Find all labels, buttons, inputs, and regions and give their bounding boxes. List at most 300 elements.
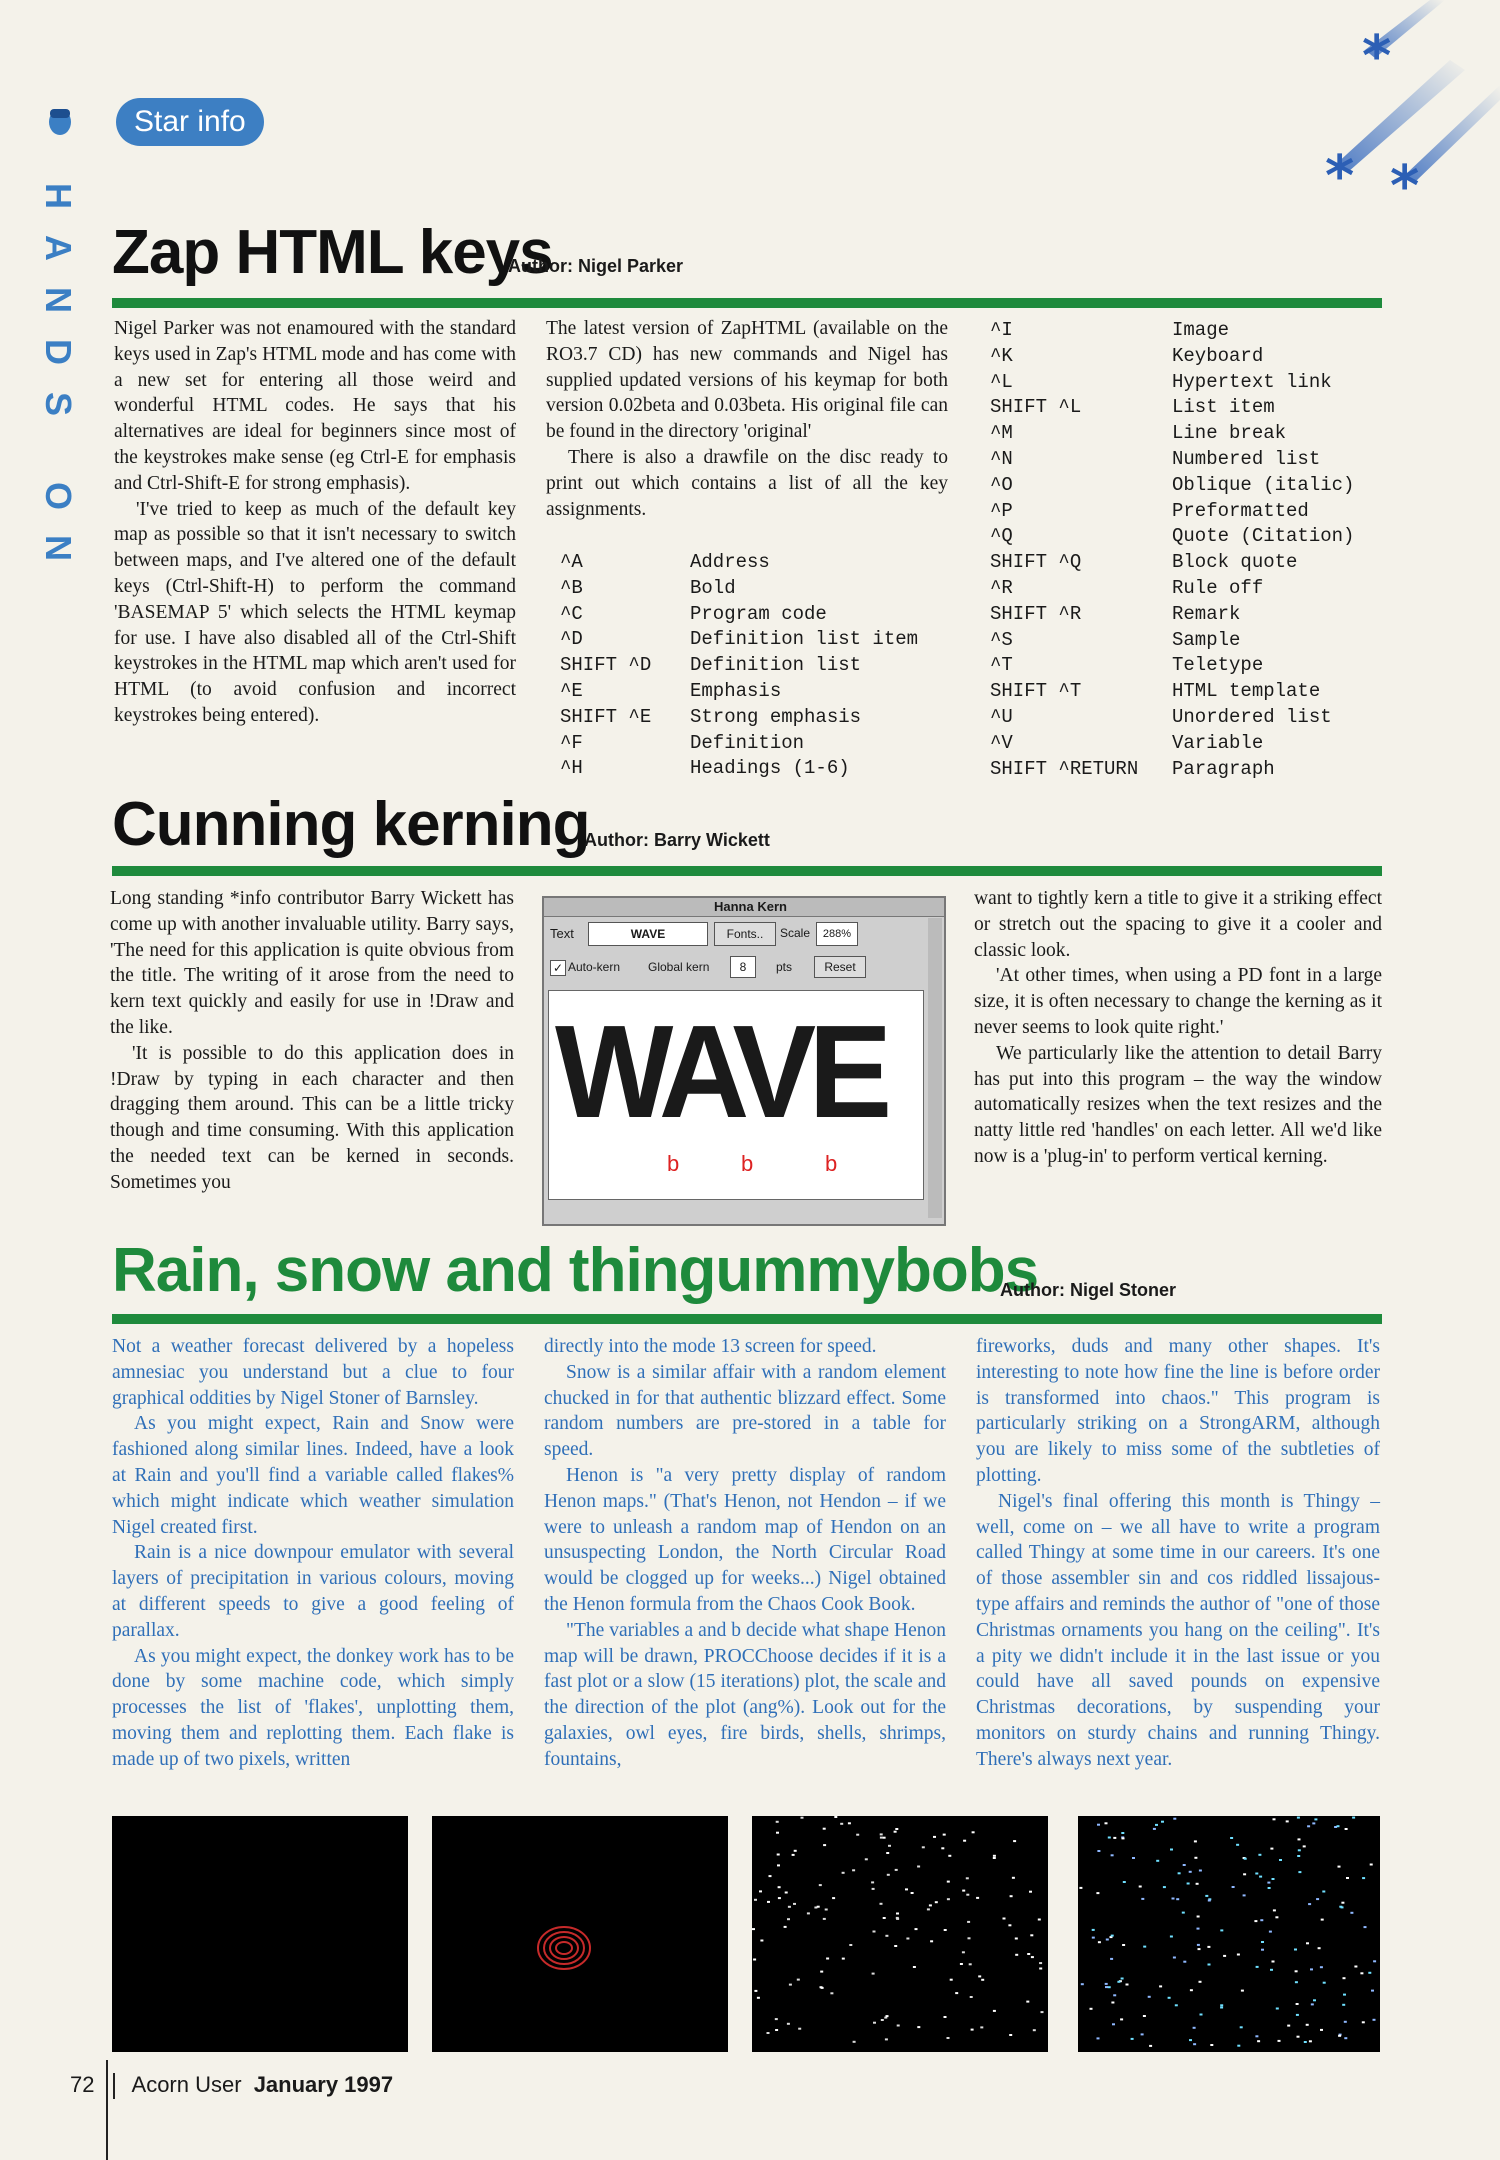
pixel-dot bbox=[777, 1864, 780, 1866]
key-action: Rule off bbox=[1172, 576, 1264, 599]
pixel-dot bbox=[1141, 1898, 1144, 1900]
pixel-dot bbox=[840, 1823, 843, 1825]
key-action: Keyboard bbox=[1172, 344, 1264, 367]
pixel-dot bbox=[896, 1918, 899, 1920]
pixel-dot bbox=[1098, 1941, 1101, 1943]
pixel-dot bbox=[753, 1959, 756, 1961]
key-combo: ^U bbox=[990, 705, 1013, 728]
pixel-dot bbox=[1097, 1824, 1100, 1826]
pixel-dot bbox=[1090, 2008, 1093, 2010]
pixel-dot bbox=[1297, 1855, 1300, 1857]
pixel-dot bbox=[1286, 1820, 1289, 1822]
paragraph: "The variables a and b decide what shape Henon map will be drawn, PROCChoose decides if it is a fast plot or a slow (15 iterations) plot, the scale and the direction of the plot (ang%). Look out for the galaxies, owl eyes, fire birds, shells, shrimps, fountains, bbox=[544, 1619, 946, 1770]
pixel-dot bbox=[1296, 2014, 1299, 2016]
pixel-dot bbox=[1183, 1864, 1186, 1866]
pixel-dot bbox=[1343, 1977, 1346, 1979]
pixel-dot bbox=[1108, 1837, 1111, 1839]
pixel-dot bbox=[1175, 2004, 1178, 2006]
pixel-dot bbox=[1008, 1924, 1011, 1926]
pixel-dot bbox=[1254, 1920, 1257, 1922]
key-table-b bbox=[990, 318, 1390, 782]
pixel-dot bbox=[767, 2032, 770, 2034]
pixel-dot bbox=[1295, 1970, 1298, 1972]
pixel-dot bbox=[1029, 1891, 1032, 1893]
pts-label: pts bbox=[776, 960, 793, 974]
pixel-dot bbox=[1105, 1822, 1108, 1824]
text-input[interactable]: WAVE bbox=[588, 922, 708, 946]
key-combo: ^N bbox=[990, 447, 1013, 470]
pixel-dot bbox=[1316, 1898, 1319, 1900]
pixel-dot bbox=[871, 1881, 874, 1883]
scale-label: Scale bbox=[780, 926, 811, 940]
pixel-dot bbox=[894, 1945, 897, 1947]
pixel-dot bbox=[1323, 1982, 1326, 1984]
side-letter: D bbox=[38, 339, 79, 365]
autokern-label: Auto-kern bbox=[568, 960, 621, 974]
pixel-dot bbox=[960, 1963, 963, 1965]
autokern-checkbox[interactable]: ✓ bbox=[550, 960, 566, 976]
key-row bbox=[990, 447, 1390, 473]
pixel-dot bbox=[1187, 1883, 1190, 1885]
article3-title: Rain, snow and thingummybobs bbox=[112, 1236, 1039, 1305]
pixel-dot bbox=[1268, 1887, 1271, 1889]
key-action: Preformatted bbox=[1172, 499, 1309, 522]
pixel-dot bbox=[1105, 1983, 1108, 1985]
pixel-dot bbox=[767, 1901, 770, 1903]
key-combo: ^D bbox=[560, 628, 583, 651]
pixel-dot bbox=[793, 1903, 796, 1905]
pixel-dot bbox=[1208, 1900, 1211, 1902]
decorative-stars-icon bbox=[1240, 0, 1500, 220]
paragraph: Nigel's final offering this month is Thingy – well, come on – we all have to write a program called Thingy at some time in our careers. It's one of those assembler sin and cos riddled lissajous-type affairs and reminds the author of "one of those Christmas ornaments you hang on the ceiling". It's a pity we didn't include it in the last issue or you could have all saved pounds on expensive Christmas decorations, by suspending your monitors on sturdy chains and running Thingy. There's always next year. bbox=[976, 1490, 1380, 1770]
key-combo: SHIFT ^E bbox=[560, 705, 652, 728]
key-combo: ^S bbox=[990, 628, 1013, 651]
pixel-dot bbox=[929, 1904, 932, 1906]
pixel-dot bbox=[788, 1906, 791, 1908]
pixel-dot bbox=[943, 1834, 946, 1836]
side-letter: H bbox=[38, 183, 79, 209]
pixel-dot bbox=[1320, 2029, 1323, 2031]
pixel-dot bbox=[976, 1897, 979, 1899]
pixel-dot bbox=[1298, 1849, 1301, 1851]
pixel-dot bbox=[832, 1897, 835, 1899]
pixel-dot bbox=[922, 1846, 925, 1848]
pixel-dot bbox=[1210, 2044, 1213, 2046]
pixel-dot bbox=[1338, 2035, 1341, 2037]
pixel-dot bbox=[950, 1979, 953, 1981]
pixel-dot bbox=[886, 1852, 889, 1854]
pixel-dot bbox=[1220, 2004, 1223, 2006]
pixel-dot bbox=[823, 1828, 826, 1830]
pixel-dot bbox=[1272, 1878, 1275, 1880]
key-action: HTML template bbox=[1172, 680, 1321, 703]
pixel-dot bbox=[933, 1836, 936, 1838]
key-row bbox=[990, 344, 1390, 370]
paragraph: Henon is "a very pretty display of random Henon maps." (That's Henon, not Hendon – if we were to unleash a random map of Hendon on an unsuspecting London, the North Circular Road would be clogged up for weeks...) Nigel obtained the Henon formula from the Chaos Cook Book. bbox=[544, 1464, 946, 1615]
pixel-dot bbox=[1112, 2023, 1115, 2025]
pixel-dot bbox=[1321, 1919, 1324, 1921]
paragraph: Not a weather forecast delivered by a hopeless amnesiac you understand but a clue to four graphical oddities by Nigel Stoner of Barnsley. bbox=[112, 1336, 514, 1409]
pixel-dot bbox=[1121, 1832, 1124, 1834]
pixel-dot bbox=[1156, 1860, 1159, 1862]
side-letter: N bbox=[38, 287, 79, 313]
pixel-dot bbox=[1113, 1837, 1116, 1839]
window-title: Hanna Kern bbox=[714, 899, 787, 914]
paragraph: Rain is a nice downpour emulator with several layers of precipitation in various colours, moving at different speeds to give a good feeling of parallax. bbox=[112, 1542, 514, 1641]
key-row bbox=[990, 318, 1390, 344]
henon-screenshot bbox=[432, 1816, 728, 2052]
pixel-dot bbox=[1039, 1968, 1042, 1970]
pixel-dot bbox=[911, 1892, 914, 1894]
key-combo: ^F bbox=[560, 731, 583, 754]
paragraph: Nigel Parker was not enamoured with the standard keys used in Zap's HTML mode and has come with a new set for entering all those weird and wonderful HTML codes. He says that his alternatives are ideal for beginners since most of the keystrokes make sense (eg Ctrl-E for emphasis and Ctrl-Shift-E for strong emphasis). bbox=[114, 318, 516, 494]
paragraph: 'At other times, when using a PD font in a large size, it is often necessary to change the kerning as it never seems to look quite right.' bbox=[974, 965, 1382, 1038]
pixel-dot bbox=[927, 1908, 930, 1910]
pixel-dot bbox=[1205, 1895, 1208, 1897]
pixel-dot bbox=[1170, 1936, 1173, 1938]
article1-author: Author: Nigel Parker bbox=[508, 256, 684, 276]
pixel-dot bbox=[776, 1832, 779, 1834]
scale-input[interactable]: 288% bbox=[816, 922, 858, 946]
side-label bbox=[38, 170, 79, 574]
pixel-dot bbox=[1362, 1877, 1365, 1879]
pixel-dot bbox=[1139, 1886, 1142, 1888]
pixel-dot bbox=[865, 1858, 868, 1860]
key-action: Line break bbox=[1172, 422, 1287, 445]
thingy-screenshot bbox=[1078, 1816, 1380, 2052]
pixel-dot bbox=[1111, 2002, 1114, 2004]
pixel-dot bbox=[1009, 2034, 1012, 2036]
pixel-dot bbox=[1296, 2003, 1299, 2005]
paragraph: There is also a drawfile on the disc ready to print out which contains a list of all the key assignments. bbox=[546, 446, 948, 520]
section-tag: Star info bbox=[116, 98, 264, 146]
pixel-dot bbox=[1295, 1981, 1298, 1983]
pixel-dot bbox=[993, 2010, 996, 2012]
pixel-dot bbox=[873, 1931, 876, 1933]
article1-rule bbox=[112, 298, 1382, 308]
paragraph: Snow is a similar affair with a random element chucked in for that authentic blizzard effect. Some random numbers are pre-stored in a table for speed. bbox=[544, 1361, 946, 1461]
key-row bbox=[560, 653, 960, 679]
article1-title: Zap HTML keys bbox=[112, 218, 553, 287]
pixel-dot bbox=[1170, 1849, 1173, 1851]
pixel-dot bbox=[1120, 2018, 1123, 2020]
pixel-dot bbox=[1272, 1961, 1275, 1963]
key-row bbox=[990, 653, 1390, 679]
pixel-dot bbox=[1110, 1958, 1113, 1960]
pixel-dot bbox=[1303, 1845, 1306, 1847]
footer-divider bbox=[113, 2073, 115, 2099]
pixel-dot bbox=[1364, 1926, 1367, 1928]
pixel-dot bbox=[1276, 2008, 1279, 2010]
pixel-dot bbox=[752, 1928, 755, 1930]
key-action: Paragraph bbox=[1172, 757, 1275, 780]
pixel-dot bbox=[1117, 1981, 1120, 1983]
pixel-dot bbox=[1314, 1818, 1317, 1820]
paragraph: We particularly like the attention to detail Barry has put into this program – the way the window automatically resizes when the text resizes and the natty little red 'handles' on each letter. All we'd like now is a 'plug-in' to perform vertical kerning. bbox=[974, 1042, 1382, 1167]
pixel-dot bbox=[1030, 1934, 1033, 1936]
pixel-dot bbox=[1243, 1873, 1246, 1875]
pixel-dot bbox=[895, 1828, 898, 1830]
pixel-dot bbox=[1255, 2035, 1258, 2037]
preview-text: WAVE bbox=[555, 998, 885, 1145]
pixel-dot bbox=[1199, 1870, 1202, 1872]
pixel-dot bbox=[1198, 1948, 1201, 1950]
pixel-dot bbox=[1143, 1946, 1146, 1948]
pixel-dot bbox=[1096, 1892, 1099, 1894]
pixel-dot bbox=[978, 1975, 981, 1977]
pixel-dot bbox=[970, 1996, 973, 1998]
pixel-dot bbox=[894, 1831, 897, 1833]
pixel-dot bbox=[1373, 1960, 1376, 1962]
key-row bbox=[560, 705, 960, 731]
key-combo: ^C bbox=[560, 602, 583, 625]
pixel-dot bbox=[872, 1888, 875, 1890]
pixel-dot bbox=[1311, 2003, 1314, 2005]
pixel-dot bbox=[1255, 1873, 1258, 1875]
key-combo: ^A bbox=[560, 551, 583, 573]
key-combo: ^O bbox=[990, 473, 1013, 496]
pixel-dot bbox=[1257, 2040, 1260, 2042]
pixel-dot bbox=[967, 1921, 970, 1923]
pixel-dot bbox=[787, 2023, 790, 2025]
key-row bbox=[990, 576, 1390, 602]
key-row bbox=[990, 499, 1390, 525]
key-row bbox=[560, 679, 960, 705]
paragraph: directly into the mode 13 screen for speed. bbox=[544, 1336, 877, 1357]
pixel-dot bbox=[962, 1951, 965, 1953]
text-label: Text bbox=[550, 926, 574, 941]
pixel-dot bbox=[1306, 1942, 1309, 1944]
pixel-dot bbox=[1111, 1935, 1114, 1937]
pixel-dot bbox=[1003, 1918, 1006, 1920]
key-row bbox=[990, 705, 1390, 731]
pixel-dot bbox=[775, 2029, 778, 2031]
pixel-dot bbox=[883, 1837, 886, 1839]
svg-text:*: * bbox=[1362, 24, 1392, 89]
key-action: Oblique (italic) bbox=[1172, 473, 1355, 496]
pixel-dot bbox=[1197, 1944, 1200, 1946]
key-row bbox=[990, 370, 1390, 396]
side-letter: A bbox=[38, 235, 79, 261]
article2-author: Author: Barry Wickett bbox=[584, 830, 770, 850]
pixel-dot bbox=[1148, 1996, 1151, 1998]
key-table-a bbox=[560, 550, 960, 782]
pixel-dot bbox=[778, 1886, 781, 1888]
pixel-dot bbox=[1371, 1990, 1374, 1992]
key-action: Emphasis bbox=[690, 679, 782, 702]
pixel-dot bbox=[917, 1866, 920, 1868]
key-combo: SHIFT ^D bbox=[560, 654, 652, 677]
pixel-dot bbox=[1322, 1891, 1325, 1893]
pixel-dot bbox=[1189, 2039, 1192, 2041]
pixel-dot bbox=[1373, 2019, 1376, 2021]
key-row bbox=[990, 757, 1390, 783]
pixel-dot bbox=[906, 1938, 909, 1940]
key-action: Variable bbox=[1172, 731, 1264, 754]
pixel-dot bbox=[1111, 1854, 1114, 1856]
pixel-dot bbox=[1194, 1840, 1197, 1842]
pixel-dot bbox=[1244, 1858, 1247, 1860]
pixel-dot bbox=[1256, 1966, 1259, 1968]
pixel-dot bbox=[1344, 2037, 1347, 2039]
pixel-dot bbox=[1108, 1986, 1111, 1988]
pixel-dot bbox=[798, 2028, 801, 2030]
article1-column1 bbox=[114, 316, 516, 729]
pixel-dot bbox=[1015, 1954, 1018, 1956]
key-combo: SHIFT ^R bbox=[990, 602, 1082, 625]
pixel-dot bbox=[1312, 1822, 1315, 1824]
pixel-dot bbox=[1189, 1871, 1192, 1873]
issue-date: January 1997 bbox=[253, 2072, 394, 2097]
article3-column2 bbox=[544, 1334, 946, 1773]
pixel-dot bbox=[1123, 1881, 1126, 1883]
paragraph: As you might expect, Rain and Snow were fashioned along similar lines. Indeed, have a look at Rain and you'll find a variable called flakes% which might indicate which weather simulation Nigel created first. bbox=[112, 1413, 514, 1538]
key-action: Strong emphasis bbox=[690, 705, 862, 728]
pixel-dot bbox=[1297, 2036, 1300, 2038]
pixel-dot bbox=[1320, 1966, 1323, 1968]
paragraph: 'I've tried to keep as much of the default key map as possible so that it isn't necessary to switch between maps, and I've altered one of the default keys (Ctrl-Shift-H) to perform the command 'BASEMAP 5' which selects the HTML keymap for use. I have also disabled all of the Ctrl-Shift keystrokes in the HTML map which aren't used for HTML (to avoid confusion and incorrect keystrokes being entered). bbox=[114, 498, 516, 726]
pixel-dot bbox=[1232, 1886, 1235, 1888]
pixel-dot bbox=[963, 1840, 966, 1842]
pixel-dot bbox=[1176, 1898, 1179, 1900]
kern-preview bbox=[548, 990, 924, 1200]
pixel-dot bbox=[930, 1940, 933, 1942]
pixel-dot bbox=[1345, 1828, 1348, 1830]
key-action: Numbered list bbox=[1172, 447, 1321, 470]
key-row bbox=[990, 679, 1390, 705]
pixel-dot bbox=[760, 1940, 763, 1942]
pixel-dot bbox=[1259, 1876, 1262, 1878]
key-combo: SHIFT ^L bbox=[990, 396, 1082, 419]
pixel-dot bbox=[1105, 1986, 1108, 1988]
paragraph: As you might expect, the donkey work has to be done by some machine code, which simply processes the list of 'flakes', unplotting them, moving them and replotting them. Each flake is made up of two pixels, written bbox=[112, 1645, 514, 1770]
key-combo: ^P bbox=[990, 499, 1013, 522]
pixel-dot bbox=[1178, 1872, 1181, 1874]
article2-title: Cunning kerning bbox=[112, 790, 590, 859]
footer-rule bbox=[106, 2060, 108, 2160]
global-kern-input[interactable]: 8 bbox=[730, 956, 756, 978]
paragraph: The latest version of ZapHTML (available on the RO3.7 CD) has new commands and Nigel has supplied updated versions of his keymap for both version 0.02beta and 0.03beta. His original file can be found in the directory 'original' bbox=[546, 318, 948, 443]
key-action: Definition list item bbox=[690, 628, 919, 651]
article3-column1 bbox=[112, 1334, 514, 1773]
pixel-dot bbox=[801, 1817, 804, 1819]
fonts-button[interactable]: Fonts.. bbox=[714, 922, 776, 946]
kern-handle[interactable]: b bbox=[667, 1151, 680, 1176]
pixel-dot bbox=[1273, 1818, 1276, 1820]
pixel-dot bbox=[1190, 1989, 1193, 1991]
pixel-dot bbox=[1223, 1955, 1226, 1957]
pixel-dot bbox=[972, 1831, 975, 1833]
pixel-dot bbox=[797, 1979, 800, 1981]
key-action: Hypertext link bbox=[1172, 370, 1332, 393]
pixel-dot bbox=[1241, 1990, 1244, 1992]
pixel-dot bbox=[1258, 1854, 1261, 1856]
pixel-dot bbox=[1275, 1916, 1278, 1918]
svg-text:*: * bbox=[1390, 154, 1420, 219]
pixel-dot bbox=[1308, 1903, 1311, 1905]
pixel-dot bbox=[897, 2025, 900, 2027]
pixel-dot bbox=[1352, 1817, 1355, 1819]
pixel-dot bbox=[885, 1935, 888, 1937]
pixel-dot bbox=[1208, 1964, 1211, 1966]
pixel-dot bbox=[1344, 2021, 1347, 2023]
pixel-dot bbox=[1370, 1864, 1373, 1866]
pixel-dot bbox=[948, 1855, 951, 1857]
pixel-dot bbox=[789, 1984, 792, 1986]
key-combo: ^L bbox=[990, 370, 1013, 393]
pixel-dot bbox=[966, 1894, 969, 1896]
pixel-dot bbox=[1237, 2045, 1240, 2047]
pixel-dot bbox=[1163, 1886, 1166, 1888]
kern-handle[interactable]: b bbox=[741, 1151, 754, 1176]
pixel-dot bbox=[915, 1928, 918, 1930]
pixel-dot bbox=[1033, 2029, 1036, 2031]
kern-handle[interactable]: b bbox=[825, 1151, 838, 1176]
pixel-dot bbox=[1260, 1919, 1263, 1921]
pixel-dot bbox=[817, 1906, 820, 1908]
pixel-dot bbox=[1338, 1866, 1341, 1868]
key-action: Definition bbox=[690, 731, 805, 754]
pixel-dot bbox=[1237, 1954, 1240, 1956]
key-action: Teletype bbox=[1172, 654, 1264, 677]
pixel-dot bbox=[1122, 1944, 1125, 1946]
pixel-dot bbox=[759, 1890, 762, 1892]
key-combo: ^R bbox=[990, 576, 1013, 599]
pixel-dot bbox=[1121, 1978, 1124, 1980]
pixel-dot bbox=[842, 1872, 845, 1874]
pixel-dot bbox=[1173, 1818, 1176, 1820]
pixel-dot bbox=[1298, 1838, 1301, 1840]
pixel-dot bbox=[880, 1833, 883, 1835]
pixel-dot bbox=[1342, 2004, 1345, 2006]
key-combo: ^H bbox=[560, 757, 583, 780]
pixel-dot bbox=[993, 1857, 996, 1859]
pixel-dot bbox=[947, 2037, 950, 2039]
pixel-dot bbox=[1236, 1844, 1239, 1846]
pixel-dot bbox=[1027, 1953, 1030, 1955]
pixel-dot bbox=[1092, 1937, 1095, 1939]
pixel-dot bbox=[1230, 1837, 1233, 1839]
pixel-dot bbox=[1267, 1882, 1270, 1884]
pixel-dot bbox=[1106, 1939, 1109, 1941]
pixel-dot bbox=[856, 1834, 859, 1836]
pixel-dot bbox=[777, 1854, 780, 1856]
pixel-dot bbox=[968, 1937, 971, 1939]
pixel-dot bbox=[1243, 1894, 1246, 1896]
pixel-dot bbox=[1307, 1825, 1310, 1827]
pixel-dot bbox=[1159, 1985, 1162, 1987]
pixel-dot bbox=[873, 2022, 876, 2024]
key-action: Sample bbox=[1172, 628, 1241, 651]
pixel-dot bbox=[819, 1884, 822, 1886]
pixel-dot bbox=[834, 1816, 837, 1818]
reset-button[interactable]: Reset bbox=[814, 956, 866, 978]
pixel-dot bbox=[778, 1897, 781, 1899]
paragraph: want to tightly kern a title to give it a striking effect or stretch out the spacing to give it a cooler and classic look. bbox=[974, 888, 1382, 961]
article1-column2 bbox=[546, 316, 948, 522]
pixel-dot bbox=[1269, 1931, 1272, 1933]
pixel-dot bbox=[1196, 1883, 1199, 1885]
article2-column1 bbox=[110, 886, 514, 1196]
window-scrollbar[interactable] bbox=[928, 918, 942, 1218]
side-letter: S bbox=[38, 391, 79, 416]
key-action: Program code bbox=[690, 602, 827, 625]
pixel-dot bbox=[1097, 1850, 1100, 1852]
pixel-dot bbox=[1182, 1912, 1185, 1914]
key-action: Headings (1-6) bbox=[690, 757, 850, 780]
key-row bbox=[990, 731, 1390, 757]
side-letter: O bbox=[38, 481, 79, 510]
